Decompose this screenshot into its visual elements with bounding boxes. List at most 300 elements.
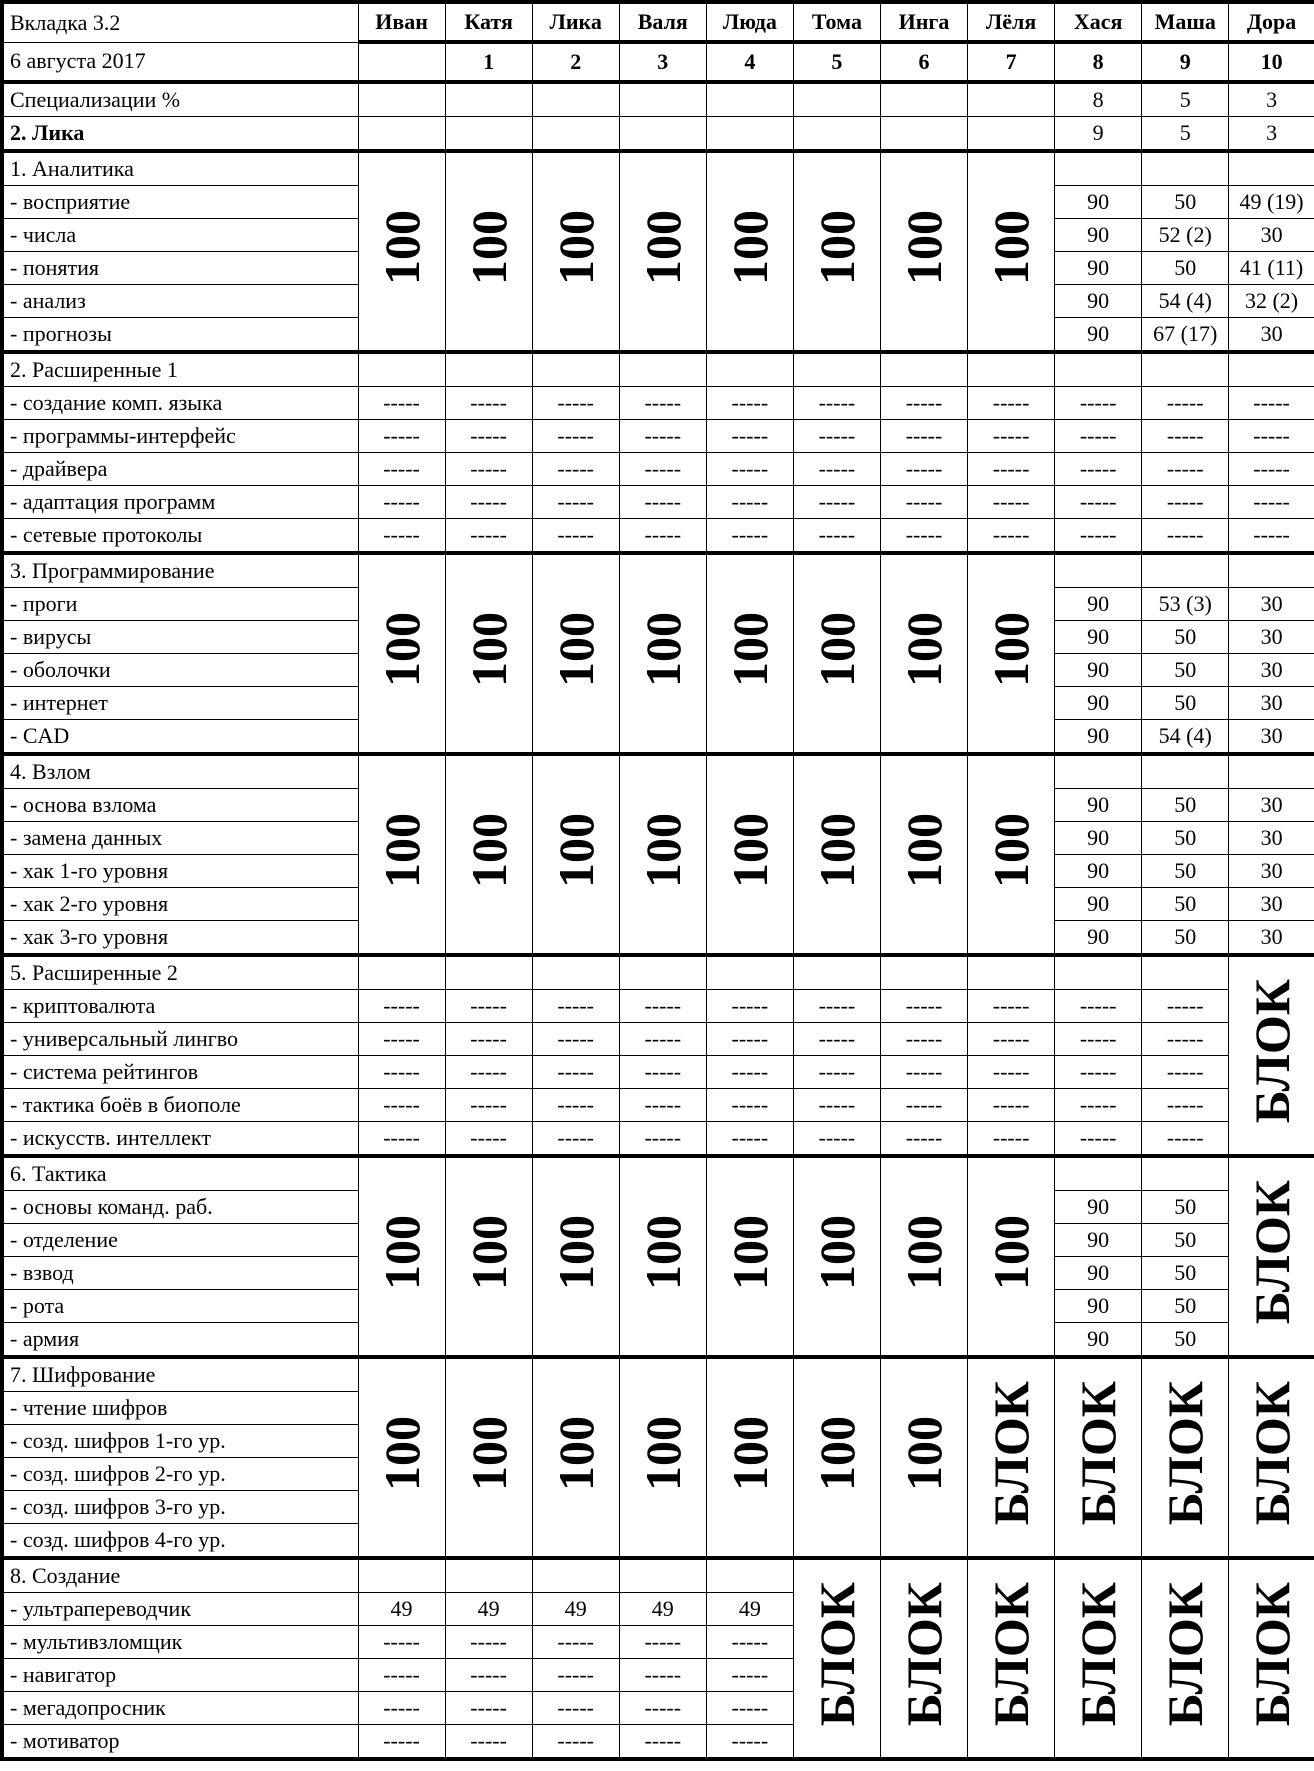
score-cell: ----- [1229, 420, 1314, 453]
score-cell: ----- [445, 1089, 532, 1122]
merged-score-cell [880, 553, 967, 754]
score-cell: ----- [619, 519, 706, 554]
score-cell: ----- [358, 1122, 445, 1157]
skill-label: - взвод [2, 1257, 358, 1290]
skill-label: - прогнозы [2, 318, 358, 353]
section-title: 1. Аналитика [2, 151, 358, 186]
merged-score-cell [880, 754, 967, 955]
score-cell [706, 352, 793, 387]
blocked-cell [1229, 1558, 1314, 1759]
blocked-cell [880, 1558, 967, 1759]
skill-row [2, 387, 1314, 420]
section-header-row [2, 1357, 1314, 1392]
spec-value: 8 [1055, 82, 1142, 117]
score-cell: 90 [1055, 186, 1142, 219]
score-cell: ----- [532, 420, 619, 453]
skill-label: - основа взлома [2, 789, 358, 822]
rotated-value: 100 [547, 1416, 604, 1491]
score-cell: ----- [445, 990, 532, 1023]
score-cell [793, 352, 880, 387]
score-cell [1142, 151, 1229, 186]
score-cell: ----- [1055, 453, 1142, 486]
score-cell: ----- [619, 1089, 706, 1122]
score-cell: ----- [532, 1023, 619, 1056]
spec-value [706, 117, 793, 152]
score-cell: ----- [358, 486, 445, 519]
blocked-cell [1229, 1357, 1314, 1558]
score-cell: ----- [706, 1725, 793, 1760]
rotated-value: 100 [547, 612, 604, 687]
skill-label: - хак 2-го уровня [2, 888, 358, 921]
score-cell: ----- [1142, 420, 1229, 453]
column-name: Тома [793, 2, 880, 42]
rotated-value: 100 [634, 1416, 691, 1491]
score-cell: ----- [1229, 387, 1314, 420]
score-cell: ----- [968, 387, 1055, 420]
merged-score-cell [532, 553, 619, 754]
score-cell: ----- [706, 990, 793, 1023]
rotated-value: 100 [634, 813, 691, 888]
score-cell: ----- [358, 1023, 445, 1056]
score-cell: 50 [1142, 1257, 1229, 1290]
score-cell: ----- [706, 1089, 793, 1122]
score-cell: ----- [532, 1056, 619, 1089]
column-name: Лика [532, 2, 619, 42]
score-cell: ----- [619, 1023, 706, 1056]
column-name: Люда [706, 2, 793, 42]
rotated-value: БЛОК [1243, 1381, 1300, 1526]
score-cell: ----- [968, 990, 1055, 1023]
rotated-value: 100 [373, 612, 430, 687]
score-cell: ----- [358, 1056, 445, 1089]
skill-label: - адаптация программ [2, 486, 358, 519]
spec-value [968, 82, 1055, 117]
section-header-row [2, 1558, 1314, 1593]
score-cell: ----- [968, 420, 1055, 453]
score-cell: ----- [793, 1023, 880, 1056]
score-cell: ----- [358, 1725, 445, 1760]
score-cell: 30 [1229, 822, 1314, 855]
score-cell: ----- [445, 1122, 532, 1157]
score-cell [445, 352, 532, 387]
rotated-value: 100 [547, 210, 604, 285]
spec-value: 5 [1142, 117, 1229, 152]
score-cell: ----- [445, 1626, 532, 1659]
spec-value: 9 [1055, 117, 1142, 152]
score-cell [1229, 151, 1314, 186]
rotated-value: 100 [808, 210, 865, 285]
rotated-value: БЛОК [896, 1582, 952, 1727]
score-cell: 30 [1229, 588, 1314, 621]
skill-label: - сетевые протоколы [2, 519, 358, 554]
score-cell: ----- [968, 1089, 1055, 1122]
skill-label: - армия [2, 1323, 358, 1358]
score-cell: ----- [1142, 387, 1229, 420]
score-cell [1055, 1156, 1142, 1191]
merged-score-cell [532, 151, 619, 352]
score-cell: ----- [1142, 1089, 1229, 1122]
merged-score-cell [619, 754, 706, 955]
score-cell: 50 [1142, 654, 1229, 687]
merged-score-cell [793, 1156, 880, 1357]
skill-label: - созд. шифров 3-го ур. [2, 1491, 358, 1524]
score-cell [706, 1558, 793, 1593]
score-cell: ----- [358, 453, 445, 486]
skill-label: - универсальный лингво [2, 1023, 358, 1056]
spec-value: 5 [1142, 82, 1229, 117]
merged-score-cell [445, 553, 532, 754]
skill-label: - программы-интерфейс [2, 420, 358, 453]
score-cell [1142, 955, 1229, 990]
score-cell [445, 955, 532, 990]
skill-label: - ультрапереводчик [2, 1593, 358, 1626]
spec-value [619, 117, 706, 152]
score-cell: ----- [532, 486, 619, 519]
section-title: 7. Шифрование [2, 1357, 358, 1392]
score-cell: 30 [1229, 855, 1314, 888]
skill-label: - тактика боёв в биополе [2, 1089, 358, 1122]
rotated-value: 100 [460, 1416, 517, 1491]
score-cell: ----- [445, 1692, 532, 1725]
score-cell: ----- [968, 1122, 1055, 1157]
column-number: 5 [793, 42, 880, 82]
merged-score-cell [532, 1156, 619, 1357]
skill-label: - мотиватор [2, 1725, 358, 1760]
rotated-value: 100 [983, 612, 1040, 687]
score-cell: ----- [793, 486, 880, 519]
blocked-cell [968, 1558, 1055, 1759]
merged-score-cell [619, 151, 706, 352]
rotated-value: БЛОК [1243, 1180, 1300, 1325]
section-title: 8. Создание [2, 1558, 358, 1593]
merged-score-cell [358, 1357, 445, 1558]
section-title: 5. Расширенные 2 [2, 955, 358, 990]
skill-label: - CAD [2, 720, 358, 755]
score-cell: 90 [1055, 855, 1142, 888]
score-cell: ----- [793, 1122, 880, 1157]
score-cell [532, 1558, 619, 1593]
score-cell: 90 [1055, 285, 1142, 318]
rotated-value: 100 [808, 813, 865, 888]
spec-value [532, 117, 619, 152]
skill-label: - интернет [2, 687, 358, 720]
score-cell: ----- [706, 1692, 793, 1725]
score-cell: 90 [1055, 1257, 1142, 1290]
score-cell: ----- [793, 387, 880, 420]
rotated-value: 100 [808, 612, 865, 687]
score-cell: 67 (17) [1142, 318, 1229, 353]
score-cell [1142, 1156, 1229, 1191]
score-cell: ----- [619, 1626, 706, 1659]
score-cell: 90 [1055, 1290, 1142, 1323]
blocked-cell [793, 1558, 880, 1759]
score-cell: ----- [532, 453, 619, 486]
score-cell: ----- [619, 453, 706, 486]
score-cell: ----- [793, 519, 880, 554]
score-cell: ----- [445, 1023, 532, 1056]
skill-label: - мультивзломщик [2, 1626, 358, 1659]
skill-label: - хак 1-го уровня [2, 855, 358, 888]
score-cell: 50 [1142, 921, 1229, 956]
skill-row [2, 1089, 1314, 1122]
score-cell: 90 [1055, 318, 1142, 353]
score-cell: ----- [1229, 519, 1314, 554]
score-cell: ----- [445, 387, 532, 420]
spec-value [445, 82, 532, 117]
skill-label: - создание комп. языка [2, 387, 358, 420]
score-cell [1055, 553, 1142, 588]
score-cell [1055, 151, 1142, 186]
merged-score-cell [706, 754, 793, 955]
rotated-value: 100 [547, 813, 604, 888]
score-cell: ----- [880, 1023, 967, 1056]
score-cell: ----- [793, 1056, 880, 1089]
header-numbers-row [2, 42, 1314, 82]
score-cell: ----- [706, 486, 793, 519]
score-cell: 50 [1142, 687, 1229, 720]
merged-score-cell [793, 553, 880, 754]
spec-value [793, 82, 880, 117]
column-name: Валя [619, 2, 706, 42]
score-cell: ----- [880, 1122, 967, 1157]
rotated-value: 100 [373, 1416, 430, 1491]
skill-label: - восприятие [2, 186, 358, 219]
score-cell: ----- [880, 486, 967, 519]
score-cell [880, 955, 967, 990]
rotated-value: БЛОК [983, 1381, 1040, 1526]
column-name: Дора [1229, 2, 1314, 42]
skill-label: - рота [2, 1290, 358, 1323]
score-cell: 90 [1055, 1191, 1142, 1224]
score-cell: ----- [358, 1659, 445, 1692]
blocked-cell [1229, 955, 1314, 1156]
score-cell: ----- [445, 519, 532, 554]
column-number: 6 [880, 42, 967, 82]
column-number: 4 [706, 42, 793, 82]
rotated-value: БЛОК [1070, 1381, 1127, 1526]
rotated-value: 100 [721, 813, 778, 888]
score-cell: 49 [358, 1593, 445, 1626]
rotated-value: 100 [547, 1215, 604, 1290]
column-name: Инга [880, 2, 967, 42]
skill-label: - созд. шифров 1-го ур. [2, 1425, 358, 1458]
score-cell: ----- [358, 519, 445, 554]
column-number: 9 [1142, 42, 1229, 82]
score-cell: ----- [968, 1056, 1055, 1089]
score-cell [358, 352, 445, 387]
score-cell: ----- [358, 387, 445, 420]
merged-score-cell [445, 754, 532, 955]
score-cell: ----- [445, 486, 532, 519]
score-cell: 54 (4) [1142, 720, 1229, 755]
section-header-row [2, 352, 1314, 387]
rotated-value: 100 [896, 210, 952, 285]
score-cell: 30 [1229, 720, 1314, 755]
skill-row [2, 453, 1314, 486]
score-cell: ----- [793, 420, 880, 453]
spec-value [358, 82, 445, 117]
score-cell: 53 (3) [1142, 588, 1229, 621]
score-cell: 49 [619, 1593, 706, 1626]
score-cell [1229, 352, 1314, 387]
score-cell: 30 [1229, 921, 1314, 956]
score-cell [358, 1558, 445, 1593]
score-cell: ----- [532, 1692, 619, 1725]
skill-label: - созд. шифров 4-го ур. [2, 1524, 358, 1559]
skill-label: - проги [2, 588, 358, 621]
score-cell: 90 [1055, 822, 1142, 855]
merged-score-cell [880, 1156, 967, 1357]
score-cell: ----- [445, 420, 532, 453]
merged-score-cell [358, 151, 445, 352]
rotated-value: БЛОК [983, 1582, 1040, 1727]
score-cell: 50 [1142, 1224, 1229, 1257]
score-cell: 52 (2) [1142, 219, 1229, 252]
skill-label: - понятия [2, 252, 358, 285]
spec-value [968, 117, 1055, 152]
section-header-row [2, 1156, 1314, 1191]
column-number: 7 [968, 42, 1055, 82]
score-cell: ----- [1142, 1023, 1229, 1056]
score-cell: ----- [445, 453, 532, 486]
score-cell: ----- [880, 387, 967, 420]
skill-label: - созд. шифров 2-го ур. [2, 1458, 358, 1491]
score-cell: ----- [532, 1626, 619, 1659]
skill-row [2, 1122, 1314, 1157]
rotated-value: 100 [460, 612, 517, 687]
blocked-cell [1055, 1357, 1142, 1558]
skill-row [2, 420, 1314, 453]
score-cell: ----- [1055, 486, 1142, 519]
score-cell: 50 [1142, 789, 1229, 822]
score-cell: 30 [1229, 789, 1314, 822]
score-cell: ----- [1055, 387, 1142, 420]
score-cell: ----- [1229, 486, 1314, 519]
blocked-cell [968, 1357, 1055, 1558]
merged-score-cell [532, 754, 619, 955]
score-cell: ----- [1142, 453, 1229, 486]
score-cell: ----- [706, 519, 793, 554]
score-cell: ----- [619, 1725, 706, 1760]
score-cell: ----- [619, 990, 706, 1023]
rotated-value: 100 [721, 210, 778, 285]
score-cell: ----- [968, 1023, 1055, 1056]
blocked-cell [1142, 1558, 1229, 1759]
skill-label: - вирусы [2, 621, 358, 654]
spec-value [880, 82, 967, 117]
score-cell [445, 1558, 532, 1593]
score-cell: ----- [358, 990, 445, 1023]
score-cell: 90 [1055, 588, 1142, 621]
score-cell [880, 352, 967, 387]
score-cell [619, 955, 706, 990]
score-cell: ----- [1055, 1023, 1142, 1056]
score-cell: ----- [880, 990, 967, 1023]
score-cell [532, 352, 619, 387]
score-cell: 90 [1055, 1224, 1142, 1257]
rotated-value: 100 [634, 612, 691, 687]
section-title: 4. Взлом [2, 754, 358, 789]
rotated-value: БЛОК [1157, 1381, 1214, 1526]
score-cell: ----- [706, 1122, 793, 1157]
score-cell: ----- [1142, 990, 1229, 1023]
score-cell [532, 955, 619, 990]
score-cell: 50 [1142, 186, 1229, 219]
score-cell: 30 [1229, 219, 1314, 252]
score-cell: 50 [1142, 1191, 1229, 1224]
score-cell: ----- [1055, 519, 1142, 554]
spec-value [706, 82, 793, 117]
score-cell: ----- [358, 1692, 445, 1725]
score-cell: 50 [1142, 855, 1229, 888]
score-cell: ----- [1142, 1122, 1229, 1157]
score-cell: ----- [619, 1692, 706, 1725]
score-cell: 90 [1055, 789, 1142, 822]
merged-score-cell [793, 151, 880, 352]
score-cell: ----- [445, 1725, 532, 1760]
score-cell: ----- [1142, 519, 1229, 554]
score-cell: 50 [1142, 822, 1229, 855]
score-cell [793, 955, 880, 990]
rotated-value: 100 [808, 1215, 865, 1290]
score-cell: 49 [532, 1593, 619, 1626]
score-cell: ----- [532, 1122, 619, 1157]
score-cell: 50 [1142, 1323, 1229, 1358]
score-cell: 30 [1229, 687, 1314, 720]
score-cell: 30 [1229, 318, 1314, 353]
section-header-row [2, 955, 1314, 990]
blocked-cell [1229, 1156, 1314, 1357]
score-cell: ----- [706, 453, 793, 486]
score-cell: ----- [619, 387, 706, 420]
score-cell: ----- [532, 990, 619, 1023]
merged-score-cell [358, 1156, 445, 1357]
skill-row [2, 519, 1314, 554]
score-cell: 90 [1055, 219, 1142, 252]
score-cell: 30 [1229, 888, 1314, 921]
merged-score-cell [793, 1357, 880, 1558]
score-cell: 90 [1055, 621, 1142, 654]
score-cell: 90 [1055, 252, 1142, 285]
score-cell: 41 (11) [1229, 252, 1314, 285]
score-cell [1229, 553, 1314, 588]
score-cell: 54 (4) [1142, 285, 1229, 318]
merged-score-cell [968, 553, 1055, 754]
score-cell: ----- [532, 387, 619, 420]
score-cell: ----- [880, 420, 967, 453]
score-cell: ----- [619, 1056, 706, 1089]
merged-score-cell [532, 1357, 619, 1558]
score-cell: 30 [1229, 621, 1314, 654]
rotated-value: 100 [721, 612, 778, 687]
spec-value [358, 117, 445, 152]
rotated-value: 100 [983, 210, 1040, 285]
score-cell [358, 955, 445, 990]
rotated-value: 100 [373, 813, 430, 888]
score-cell [706, 955, 793, 990]
skill-label: - искусств. интеллект [2, 1122, 358, 1157]
score-cell: 49 [706, 1593, 793, 1626]
rotated-value: 100 [634, 210, 691, 285]
column-number: 2 [532, 42, 619, 82]
score-cell: 50 [1142, 621, 1229, 654]
skill-label: - чтение шифров [2, 1392, 358, 1425]
column-number: 8 [1055, 42, 1142, 82]
spec-label: Специализации % [2, 82, 358, 117]
score-cell: ----- [880, 1056, 967, 1089]
section-header-row [2, 151, 1314, 186]
score-cell: ----- [619, 1659, 706, 1692]
